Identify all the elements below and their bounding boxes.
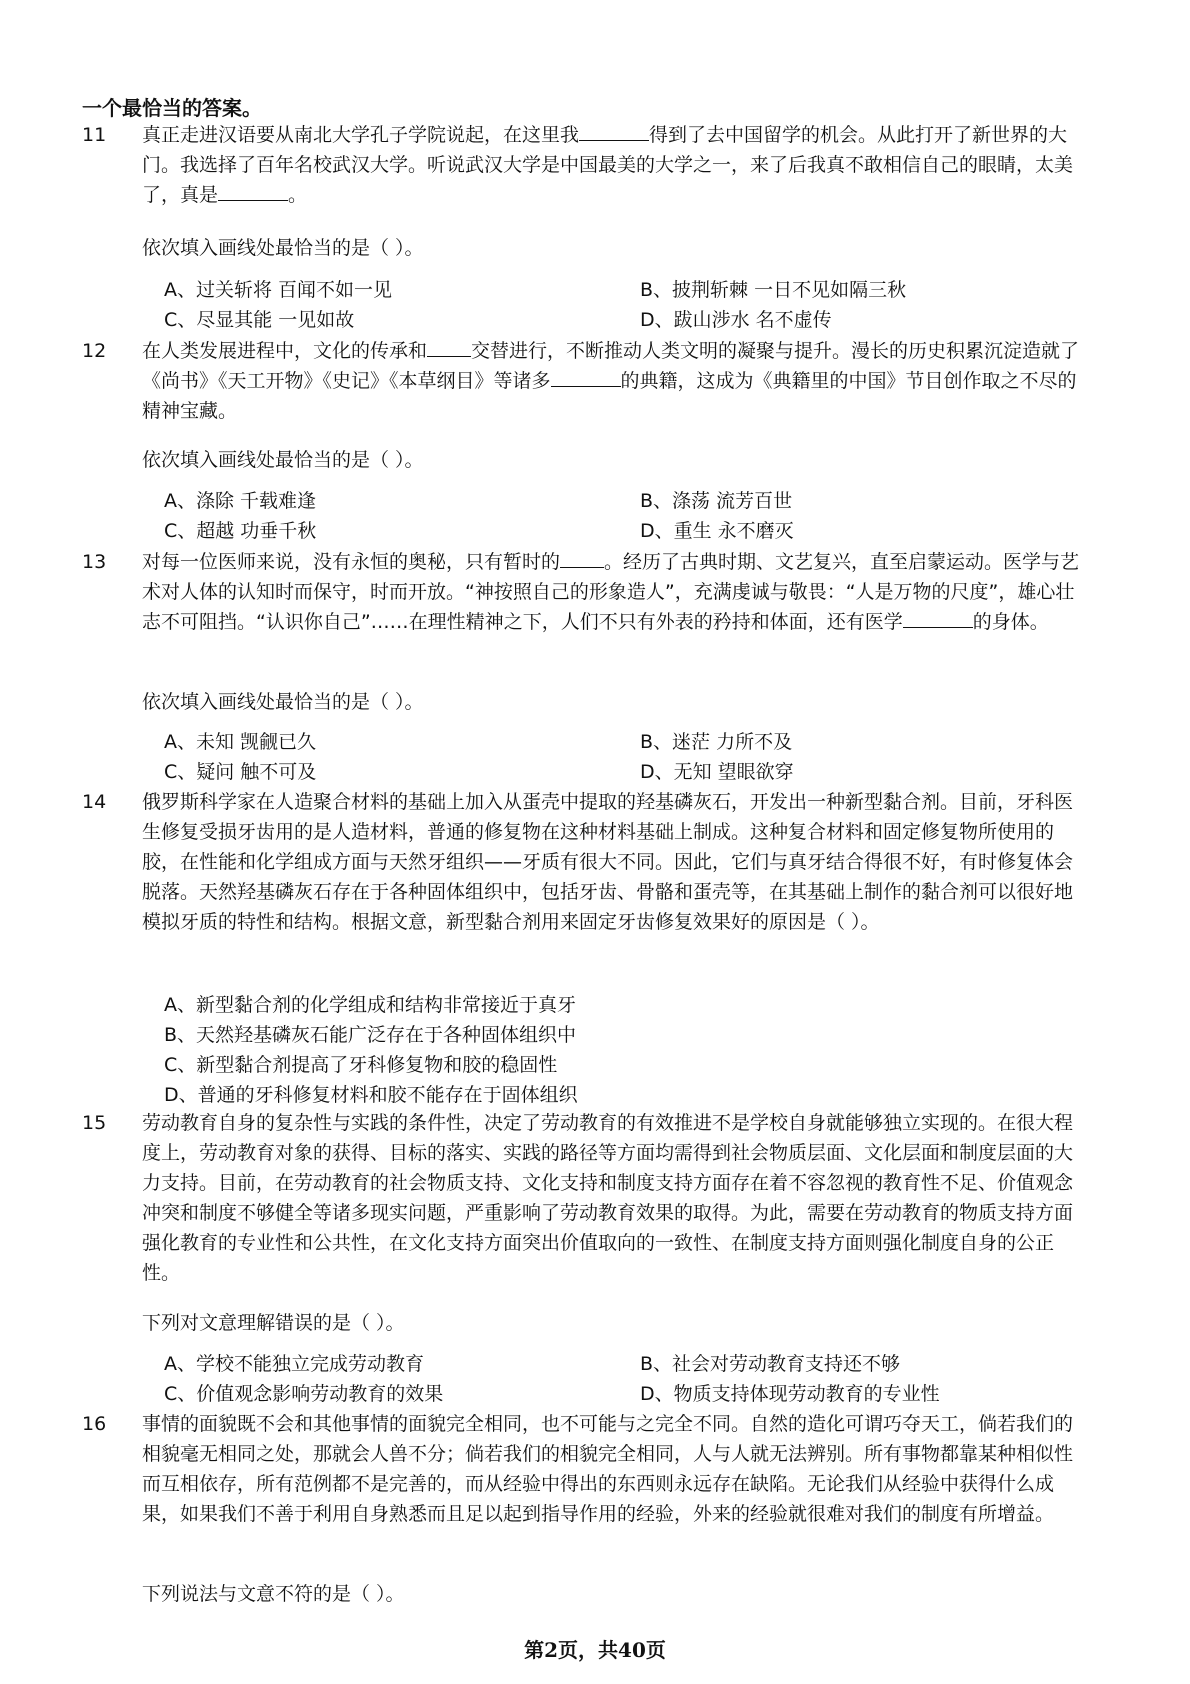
question-number: 15 (82, 1112, 107, 1134)
question-prompt: 依次填入画线处最恰当的是（ ）。 (142, 237, 424, 259)
option-d: D、无知 望眼欲穿 (640, 761, 794, 783)
page-footer: 第2页，共40页 (524, 1638, 666, 1662)
question-text: 事情的面貌既不会和其他事情的面貌完全相同，也不可能与之完全不同。自然的造化可谓巧夺天工，倘若我们的相貌毫无相同之处，那就会人兽不分；倘若我们的相貌完全相同，人与人就无法辨别。所有事物都靠某种相似性而互相依存，所有范例都不是完善的，而从经验中得出的东西则永远存在缺陷。无论我们从经验中获得什么成果，如果我们不善于利用自身熟悉而且足以起到指导作用的经验，外来的经验就很难对我们的制度有所增益。 (142, 1413, 1074, 1525)
option-a: A、涤除 千载难逢 (164, 490, 317, 512)
option-a: A、新型黏合剂的化学组成和结构非常接近于真牙 (164, 994, 576, 1016)
option-c: C、超越 功垂千秋 (164, 520, 317, 542)
question-prompt: 下列对文意理解错误的是（ ）。 (142, 1312, 405, 1334)
option-d: D、重生 永不磨灭 (640, 520, 794, 542)
section-heading: 一个最恰当的答案。 (82, 96, 262, 120)
answer-blank (218, 182, 288, 201)
option-a: A、未知 觊觎已久 (164, 731, 317, 753)
question-text: 真正走进汉语要从南北大学孔子学院说起，在这里我 得到了去中国留学的机会。从此打开了新世界的大门。我选择了百年名校武汉大学。听说武汉大学是中国最美的大学之一，来了后我真不敢相信自己的眼睛，太美了，真是 。 (142, 124, 1074, 206)
option-b: B、社会对劳动教育支持还不够 (640, 1353, 901, 1375)
question-number: 12 (82, 340, 107, 362)
option-c: C、尽显其能 一见如故 (164, 309, 355, 331)
option-c: C、疑问 触不可及 (164, 761, 317, 783)
question-prompt: 下列说法与文意不符的是（ ）。 (142, 1583, 405, 1605)
question-prompt: 依次填入画线处最恰当的是（ ）。 (142, 449, 424, 471)
answer-blank (560, 549, 604, 568)
question-text: 劳动教育自身的复杂性与实践的条件性，决定了劳动教育的有效推进不是学校自身就能够独立实现的。在很大程度上，劳动教育对象的获得、目标的落实、实践的路径等方面均需得到社会物质层面、文化层面和制度层面的大力支持。目前，在劳动教育的社会物质支持、文化支持和制度支持方面存在着不容忽视的教育性不足、价值观念冲突和制度不够健全等诸多现实问题，严重影响了劳动教育效果的取得。为此，需要在劳动教育的物质支持方面强化教育的专业性和公共性，在文化支持方面突出价值取向的一致性、在制度支持方面则强化制度自身的公正性。 (142, 1112, 1074, 1284)
answer-blank (551, 368, 621, 387)
question-number: 14 (82, 791, 107, 813)
question-number: 13 (82, 551, 107, 573)
question-number: 11 (82, 124, 107, 146)
option-a: A、过关斩将 百闻不如一见 (164, 279, 393, 301)
answer-blank (427, 338, 471, 357)
question-text: 在人类发展进程中，文化的传承和 交替进行，不断推动人类文明的凝聚与提升。漫长的历史积累沉淀造就了《尚书》《天工开物》《史记》《本草纲目》等诸多 的典籍，这成为《典籍里的中国》节目创作取之不尽的精神宝藏。 (142, 340, 1080, 422)
question-text: 对每一位医师来说，没有永恒的奥秘，只有暂时的 。经历了古典时期、文艺复兴，直至启蒙运动。医学与艺术对人体的认知时而保守，时而开放。“神按照自己的形象造人”，充满虔诚与敬畏：“人是万物的尺度”，雄心壮志不可阻挡。“认识你自己”……在理性精神之下，人们不只有外表的矜持和体面，还有医学 的身体。 (142, 551, 1080, 633)
option-b: B、天然羟基磷灰石能广泛存在于各种固体组织中 (164, 1024, 577, 1046)
option-d: D、跋山涉水 名不虚传 (640, 309, 832, 331)
option-d: D、普通的牙科修复材料和胶不能存在于固体组织 (164, 1084, 578, 1106)
option-c: C、价值观念影响劳动教育的效果 (164, 1383, 444, 1405)
option-d: D、物质支持体现劳动教育的专业性 (640, 1383, 940, 1405)
question-number: 16 (82, 1413, 107, 1435)
answer-blank (579, 122, 649, 141)
option-b: B、披荆斩棘 一日不见如隔三秋 (640, 279, 907, 301)
option-c: C、新型黏合剂提高了牙科修复物和胶的稳固性 (164, 1054, 558, 1076)
option-b: B、涤荡 流芳百世 (640, 490, 793, 512)
question-text: 俄罗斯科学家在人造聚合材料的基础上加入从蛋壳中提取的羟基磷灰石，开发出一种新型黏合剂。目前，牙科医生修复受损牙齿用的是人造材料，普通的修复物在这种材料基础上制成。这种复合材料和固定修复物所使用的胶，在性能和化学组成方面与天然牙组织——牙质有很大不同。因此，它们与真牙结合得很不好，有时修复体会脱落。天然羟基磷灰石存在于各种固体组织中，包括牙齿、骨骼和蛋壳等，在其基础上制作的黏合剂可以很好地模拟牙质的特性和结构。根据文意，新型黏合剂用来固定牙齿修复效果好的原因是（ ）。 (142, 791, 1074, 933)
question-prompt: 依次填入画线处最恰当的是（ ）。 (142, 691, 424, 713)
answer-blank (903, 609, 973, 628)
option-b: B、迷茫 力所不及 (640, 731, 793, 753)
option-a: A、学校不能独立完成劳动教育 (164, 1353, 424, 1375)
